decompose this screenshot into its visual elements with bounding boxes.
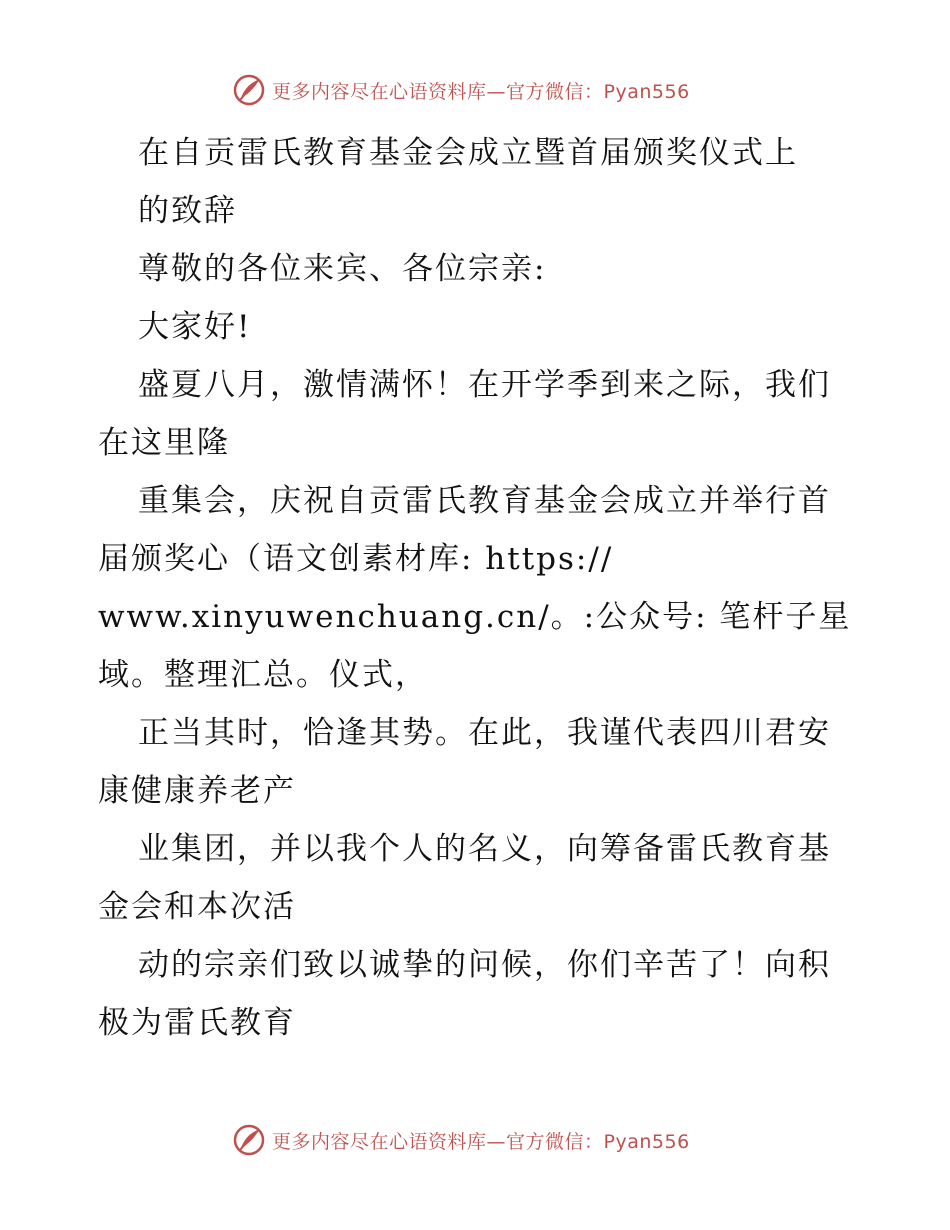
paragraph-line: 重集会，庆祝自贡雷氏教育基金会成立并举行首 [138,483,831,519]
document-title-line-1: 在自贡雷氏教育基金会成立暨首届颁奖仪式上 [138,135,798,171]
footer-banner [232,1120,690,1160]
document-body [98,124,858,1052]
greeting-line: 大家好! [138,309,252,345]
paragraph-line: 届颁奖心（语文创素材库: https:// [98,541,614,577]
paragraph-line: 在这里隆 [98,425,230,461]
paragraph-line: 金会和本次活 [98,889,296,925]
paragraph-line: www.xinyuwenchuang.cn/。:公众号: 笔杆子星 [98,599,852,635]
paragraph-line: 盛夏八月，激情满怀！在开学季到来之际，我们 [138,367,831,403]
paragraph-line: 正当其时，恰逢其势。在此，我谨代表四川君安 [138,715,831,751]
feather-pen-logo-icon [232,73,266,107]
paragraph-line: 极为雷氏教育 [98,1005,296,1041]
document-title-line-2: 的致辞 [138,193,237,229]
paragraph-line: 动的宗亲们致以诚挚的问候，你们辛苦了！向积 [138,947,831,983]
paragraph-line: 域。整理汇总。仪式， [98,657,428,693]
footer-banner-text: 更多内容尽在心语资料库—官方微信：Pyan556 [272,1130,690,1153]
paragraph-line: 业集团，并以我个人的名义，向筹备雷氏教育基 [138,831,831,867]
header-banner [232,70,690,110]
header-banner-text: 更多内容尽在心语资料库—官方微信：Pyan556 [272,80,690,103]
feather-pen-logo-icon [232,1123,266,1157]
salutation-line: 尊敬的各位来宾、各位宗亲: [138,251,547,287]
paragraph-line: 康健康养老产 [98,773,296,809]
